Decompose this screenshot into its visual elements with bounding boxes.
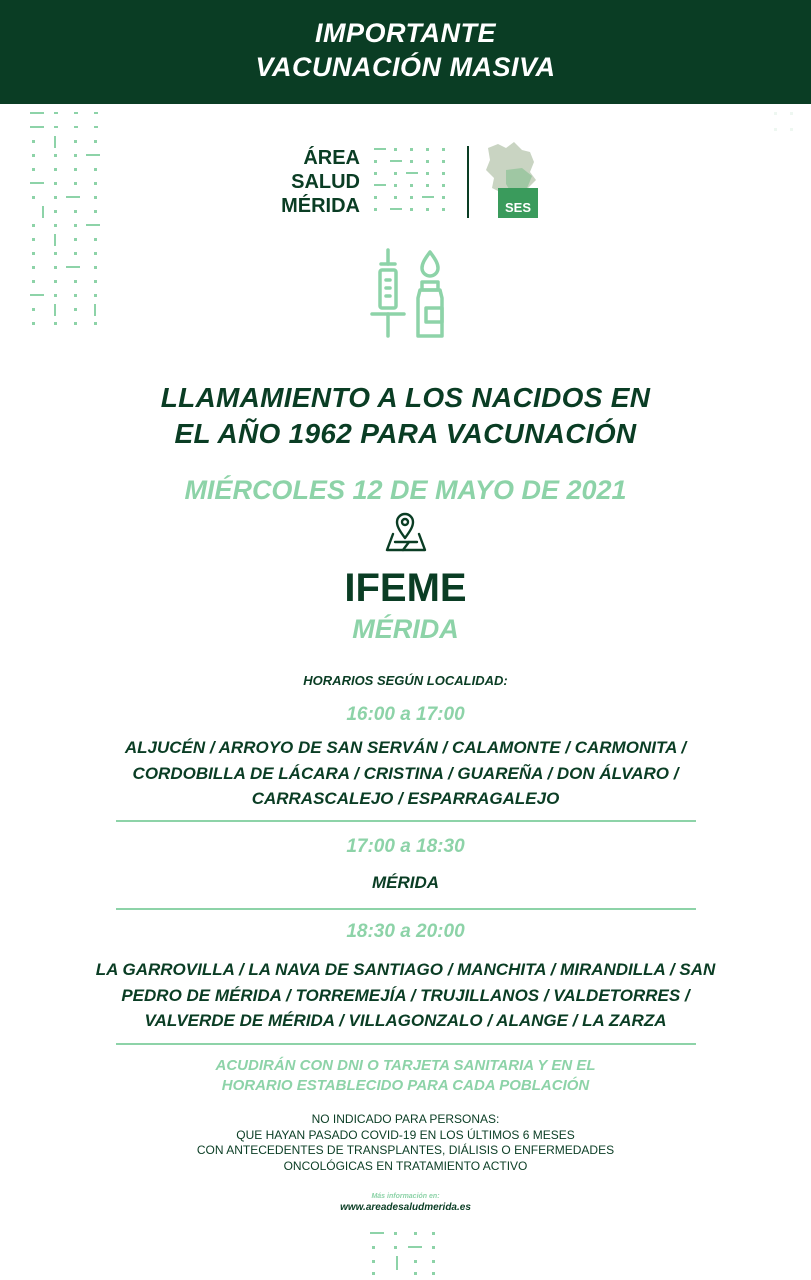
slot-places: LA GARROVILLA / LA NAVA DE SANTIAGO / MANCHITA / MIRANDILLA / SAN PEDRO DE MÉRIDA / TORREMEJÍA / TRUJILLANOS / VALDETORRES / VALVERDE DE MÉRIDA / VILLAGONZALO / ALANGE / LA ZARZA: [95, 960, 716, 1030]
id-notice: ACUDIRÁN CON DNI O TARJETA SANITARIA Y EN EL HORARIO ESTABLECIDO PARA CADA POBLACIÓN: [215, 1057, 596, 1094]
venue-city: MÉRIDA: [352, 614, 459, 644]
ses-emblem-icon: [484, 140, 540, 220]
venue-name: IFEME: [344, 566, 467, 610]
ses-label: SES: [504, 200, 532, 215]
slot-divider: [116, 908, 696, 910]
syringe-vial-icon: [368, 246, 450, 342]
slot-divider: [116, 1043, 696, 1045]
area-salud-logo: [270, 140, 550, 224]
logo-wordmark: ÁREA SALUD MÉRIDA: [281, 147, 360, 217]
logo-dot-pattern: [374, 148, 454, 220]
dot-pattern-right: [770, 108, 810, 168]
slot-time: 18:30 a 20:00: [346, 921, 465, 942]
website-link[interactable]: www.areadesaludmerida.es: [340, 1202, 471, 1213]
header-title-line1: IMPORTANTE: [314, 18, 496, 48]
dot-pattern-left: [30, 108, 102, 334]
slot-time: 16:00 a 17:00: [346, 704, 465, 725]
map-pin-icon: [383, 512, 429, 554]
header-title-line2: VACUNACIÓN MASIVA: [255, 52, 556, 82]
schedule-heading: HORARIOS SEGÚN LOCALIDAD:: [303, 673, 508, 688]
more-info-label: Más información en:: [371, 1193, 440, 1200]
event-date: MIÉRCOLES 12 DE MAYO DE 2021: [184, 475, 627, 505]
dot-pattern-bottom: [370, 1230, 442, 1276]
headline: LLAMAMIENTO A LOS NACIDOS EN EL AÑO 1962 PARA VACUNACIÓN: [160, 382, 651, 449]
header-banner: [0, 0, 811, 104]
logo-divider: [467, 146, 469, 218]
contraindications: NO INDICADO PARA PERSONAS: QUE HAYAN PASADO COVID-19 EN LOS ÚLTIMOS 6 MESES CON ANTECEDENTES DE TRANSPLANTES, DIÁLISIS O ENFERMEDADES ONCOLÓGICAS EN TRATAMIENTO ACTIVO: [196, 1112, 615, 1173]
slot-divider: [116, 820, 696, 822]
slot-time: 17:00 a 18:30: [346, 836, 465, 857]
slot-places: ALJUCÉN / ARROYO DE SAN SERVÁN / CALAMONTE / CARMONITA / CORDOBILLA DE LÁCARA / CRISTINA / GUAREÑA / DON ÁLVARO / CARRASCALEJO / ESPARRAGALEJO: [124, 738, 687, 808]
slot-places: MÉRIDA: [371, 873, 440, 892]
